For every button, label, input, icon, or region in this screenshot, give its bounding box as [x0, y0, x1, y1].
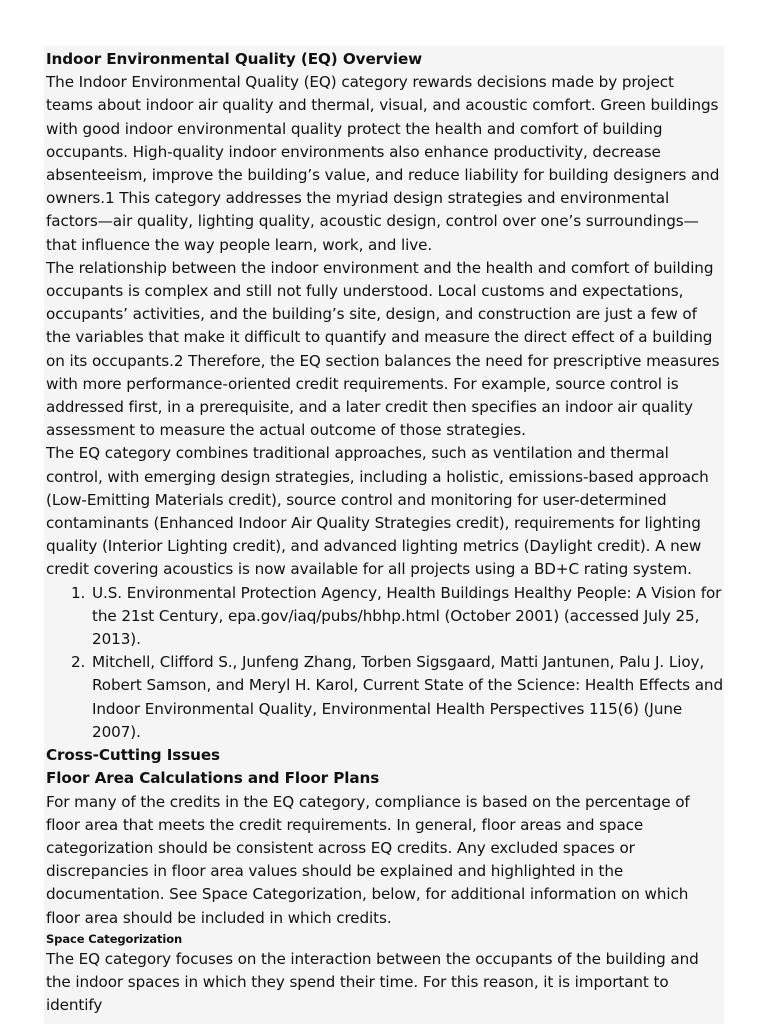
document-page — [44, 46, 724, 1024]
paragraph-floor-area: For many of the credits in the EQ category, compliance is based on the percentage of floor area that meets the credit requirements. In general, floor areas and space categorization should be consistent across EQ credits. Any excluded spaces or discrepancies in floor area values should be explained and highlighted in the documentation. See Space Categorization, below, for additional information on which floor area should be included in which credits. — [46, 792, 690, 927]
paragraph-space-categorization: The EQ category focuses on the interaction between the occupants of the building and the indoor spaces in which they spend their time. For this reason, it is important to identify — [46, 949, 699, 1015]
document-content — [44, 46, 724, 1017]
section-heading-cross-cutting: Cross-Cutting Issues — [46, 746, 220, 765]
footnote-item: 1. U.S. Environmental Protection Agency, Health Buildings Healthy People: A Vision for the 21st Century, epa.gov/iaq/pubs/hbhp.html (October 2001) (accessed July 25, 2013). — [90, 582, 723, 652]
paragraph-approaches: The EQ category combines traditional approaches, such as ventilation and thermal control, with emerging design strategies, including a holistic, emissions-based approach (Low-Emitting Materials credit), source control and monitoring for user-determined contaminants (Enhanced Indoor Air Quality Strategies credit), requirements for lighting quality (Interior Lighting credit), and advanced lighting metrics (Daylight credit). A new credit covering acoustics is now available for all projects using a BD+C rating system. — [46, 444, 709, 579]
footnote-list — [46, 582, 723, 744]
paragraph-relationship: The relationship between the indoor environment and the health and comfort of building occupants is complex and still not fully understood. Local customs and expectations, occupants’ activities, and the building’s site, design, and construction are just a few of the variables that make it difficult to quantify and measure the direct effect of a building on its occupants.2 Therefore, the EQ section balances the need for prescriptive measures with more performance-oriented credit requirements. For example, source control is addressed first, in a prerequisite, and a later credit then specifies an indoor air quality assessment to measure the actual outcome of those strategies. — [46, 258, 720, 440]
section-heading-space-categorization: Space Categorization — [46, 931, 183, 946]
paragraph-intro: The Indoor Environmental Quality (EQ) category rewards decisions made by project teams about indoor air quality and thermal, visual, and acoustic comfort. Green buildings with good indoor environmental quality protect the health and comfort of building occupants. High-quality indoor environments also enhance productivity, decrease absenteeism, improve the building’s value, and reduce liability for building designers and owners.1 This category addresses the myriad design strategies and environmental factors—air quality, lighting quality, acoustic design, control over one’s surroundings—that influence the way people learn, work, and live. — [46, 73, 720, 254]
footnote-item: 2. Mitchell, Clifford S., Junfeng Zhang, Torben Sigsgaard, Matti Jantunen, Palu J. Lioy, Robert Samson, and Meryl H. Karol, Current State of the Science: Health Effects and Indoor Environmental Quality, Environmental Health Perspectives 115(6) (June 2007). — [90, 651, 723, 744]
section-heading-floor-area: Floor Area Calculations and Floor Plans — [46, 769, 380, 788]
page-title: Indoor Environmental Quality (EQ) Overview — [46, 50, 423, 68]
